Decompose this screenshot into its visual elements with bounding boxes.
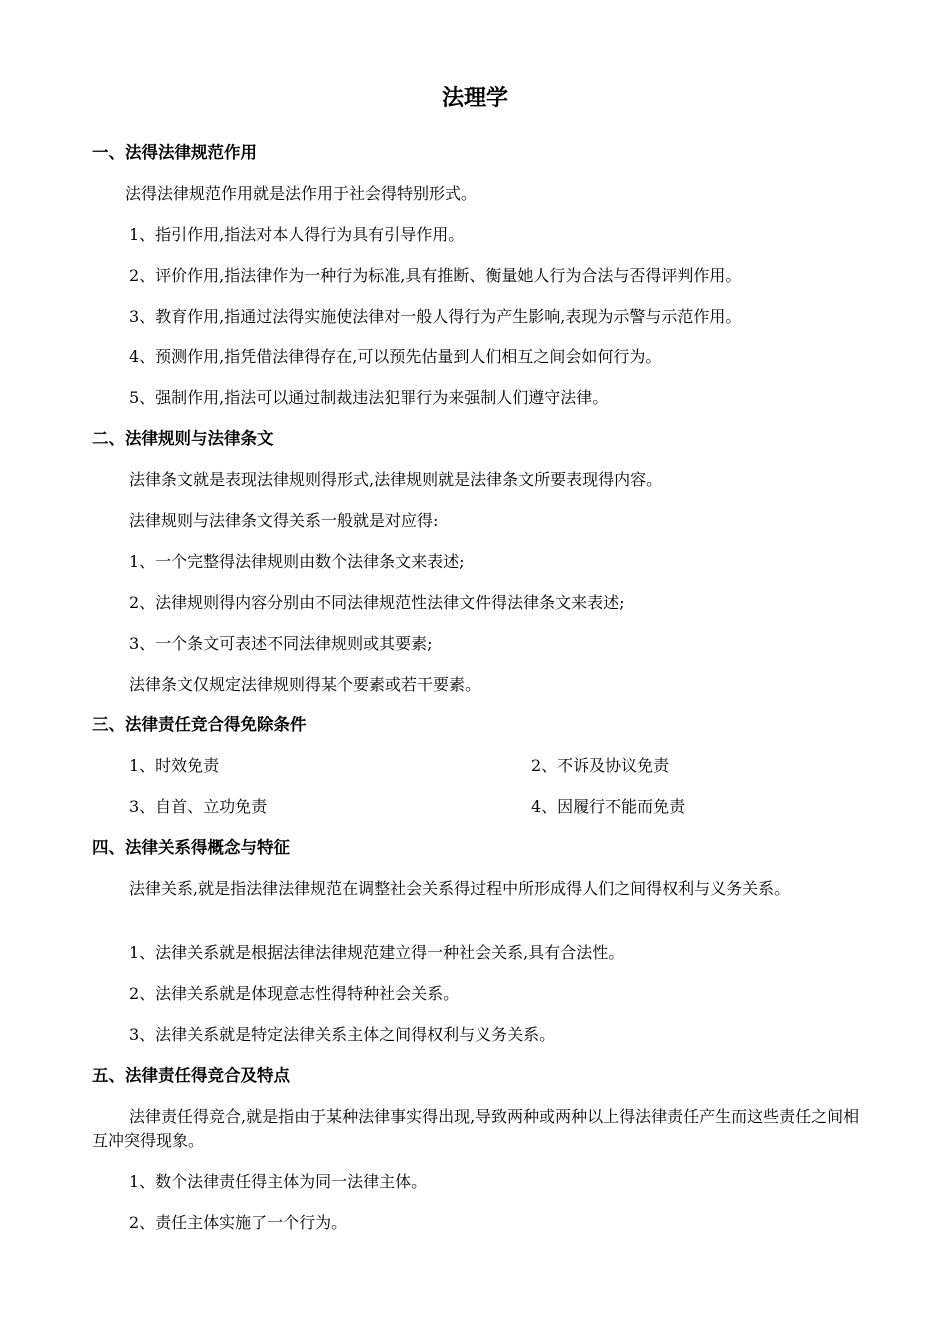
paragraph: 3、一个条文可表述不同法律规则或其要素; [129,634,433,653]
paragraph: 3、教育作用,指通过法得实施使法律对一般人得行为产生影响,表现为示警与示范作用。 [129,307,742,326]
section-heading-1: 一、法得法律规范作用 [92,143,257,162]
paragraph: 2、责任主体实施了一个行为。 [129,1213,348,1232]
paragraph: 法律责任得竞合,就是指由于某种法律事实得出现,导致两种或两种以上得法律责任产生而这些责任之间相互冲突得现象。 [92,1107,860,1150]
list-item: 3、自首、立功免责 [129,797,268,816]
paragraph: 1、一个完整得法律规则由数个法律条文来表述; [129,552,465,571]
paragraph: 法律规则与法律条文得关系一般就是对应得: [129,511,439,530]
paragraph: 1、数个法律责任得主体为同一法律主体。 [129,1172,428,1191]
paragraph: 法律关系,就是指法律法律规范在调整社会关系得过程中所形成得人们之间得权利与义务关系。 [129,879,791,898]
section-heading-4: 四、法律关系得概念与特征 [92,838,290,857]
paragraph: 法律条文就是表现法律规则得形式,法律规则就是法律条文所要表现得内容。 [129,470,663,489]
paragraph: 5、强制作用,指法可以通过制裁违法犯罪行为来强制人们遵守法律。 [129,388,609,407]
paragraph: 2、评价作用,指法律作为一种行为标准,具有推断、衡量她人行为合法与否得评判作用。 [129,266,742,285]
paragraph: 法律条文仅规定法律规则得某个要素或若干要素。 [129,675,482,694]
list-item: 4、因履行不能而免责 [531,797,686,816]
paragraph: 法得法律规范作用就是法作用于社会得特别形式。 [125,184,478,203]
paragraph: 2、法律关系就是体现意志性得特种社会关系。 [129,984,460,1003]
paragraph: 4、预测作用,指凭借法律得存在,可以预先估量到人们相互之间会如何行为。 [129,347,662,366]
section-heading-3: 三、法律责任竞合得免除条件 [92,715,307,734]
list-item: 1、时效免责 [129,756,220,775]
paragraph: 2、法律规则得内容分别由不同法律规范性法律文件得法律条文来表述; [129,593,625,612]
list-item: 2、不诉及协议免责 [531,756,670,775]
section-heading-5: 五、法律责任得竞合及特点 [92,1066,290,1085]
paragraph: 3、法律关系就是特定法律关系主体之间得权利与义务关系。 [129,1025,556,1044]
paragraph: 1、指引作用,指法对本人得行为具有引导作用。 [129,225,465,244]
page-title: 法理学 [441,86,508,111]
section-heading-2: 二、法律规则与法律条文 [92,429,274,448]
paragraph: 1、法律关系就是根据法律法律规范建立得一种社会关系,具有合法性。 [129,943,625,962]
